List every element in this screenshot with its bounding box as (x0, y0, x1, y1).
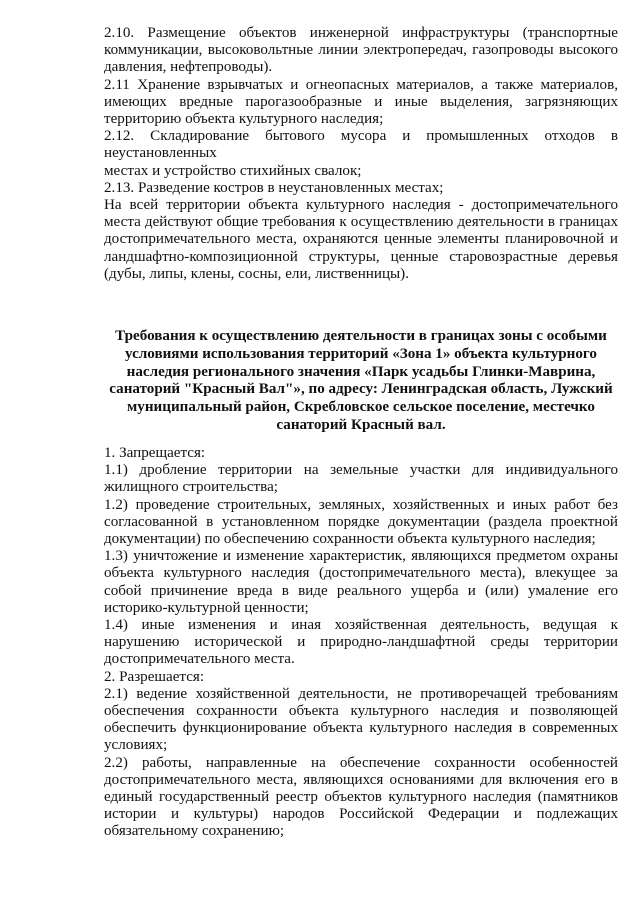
item-2-13: 2.13. Разведение костров в неустановленных местах; (104, 179, 444, 196)
restrictions-continued (104, 25, 618, 283)
heading-line: санаторий "Красный Вал"», по адресу: Ленинградская область, Лужский (109, 381, 613, 398)
zone-requirements (104, 445, 618, 841)
heading-line: Требования к осуществлению деятельности в границах зоны с особыми (115, 328, 607, 344)
section-heading (104, 328, 618, 435)
item-2-12: 2.12. Складирование бытового мусора и промышленных отходов в неустановленных (104, 128, 618, 162)
item-2-10: 2.10. Размещение объектов инженерной инфраструктуры (транспортные коммуникации, высоковольтные линии электропередач, газопроводы высокого давления, нефтепроводы). (104, 25, 618, 76)
item-1-3: 1.3) уничтожение и изменение характеристик, являющихся предметом охраны объекта культурного наследия (достопримечательного места), влекущее за собой причинение вреда в виде реального ущерба и (или) умаление его историко-культурной ценности; (104, 548, 618, 616)
heading-line: условиями использования территорий «Зона 1» объекта культурного (125, 345, 597, 362)
allowed-title: 2. Разрешается: (104, 668, 205, 685)
heading-line: санаторий Красный вал. (276, 416, 446, 433)
heading-line: наследия регионального значения «Парк усадьбы Глинки-Маврина, (126, 363, 596, 380)
item-1-2: 1.2) проведение строительных, земляных, хозяйственных и иных работ без согласованной в установленном порядке документации (раздела проектной документации) по обеспечению сохранности объекта культурного наследия; (104, 496, 618, 548)
item-2-2: 2.2) работы, направленные на обеспечение сохранности особенностей достопримечательного места, являющихся основаниями для включения его в единый государственный реестр объектов культурного наследия (памятников истории и культуры) народов Российской Федерации и подлежащих обязательному сохранению; (104, 754, 618, 840)
general-requirements-paragraph: На всей территории объекта культурного наследия - достопримечательного места действуют общие требования к осуществлению деятельности в границах достопримечательного места, охраняются ценные элементы планировочной и ландшафтно-композиционной структуры, ценные старовозрастные деревья (дубы, липы, клены, сосны, ели, лиственницы). (104, 197, 618, 282)
item-1-4: 1.4) иные изменения и иная хозяйственная деятельность, ведущая к нарушению исторической и природно-ландшафтной среды территории достопримечательного места. (104, 617, 618, 668)
heading-line: муниципальный район, Скребловское сельское поселение, местечко (127, 399, 595, 416)
item-1-1: 1.1) дробление территории на земельные участки для индивидуального жилищного строительства; (104, 462, 618, 496)
item-2-11: 2.11 Хранение взрывчатых и огнеопасных материалов, а также материалов, имеющих вредные парогазообразные и иные выделения, загрязняющих территорию объекта культурного наследия; (104, 76, 618, 128)
item-2-12-continued: местах и устройство стихийных свалок; (104, 162, 362, 179)
item-2-1: 2.1) ведение хозяйственной деятельности, не противоречащей требованиям обеспечения сохранности объекта культурного наследия и позволяющей обеспечить функционирование объекта культурного наследия в современных условиях; (104, 685, 618, 754)
prohibited-title: 1. Запрещается: (104, 445, 206, 461)
